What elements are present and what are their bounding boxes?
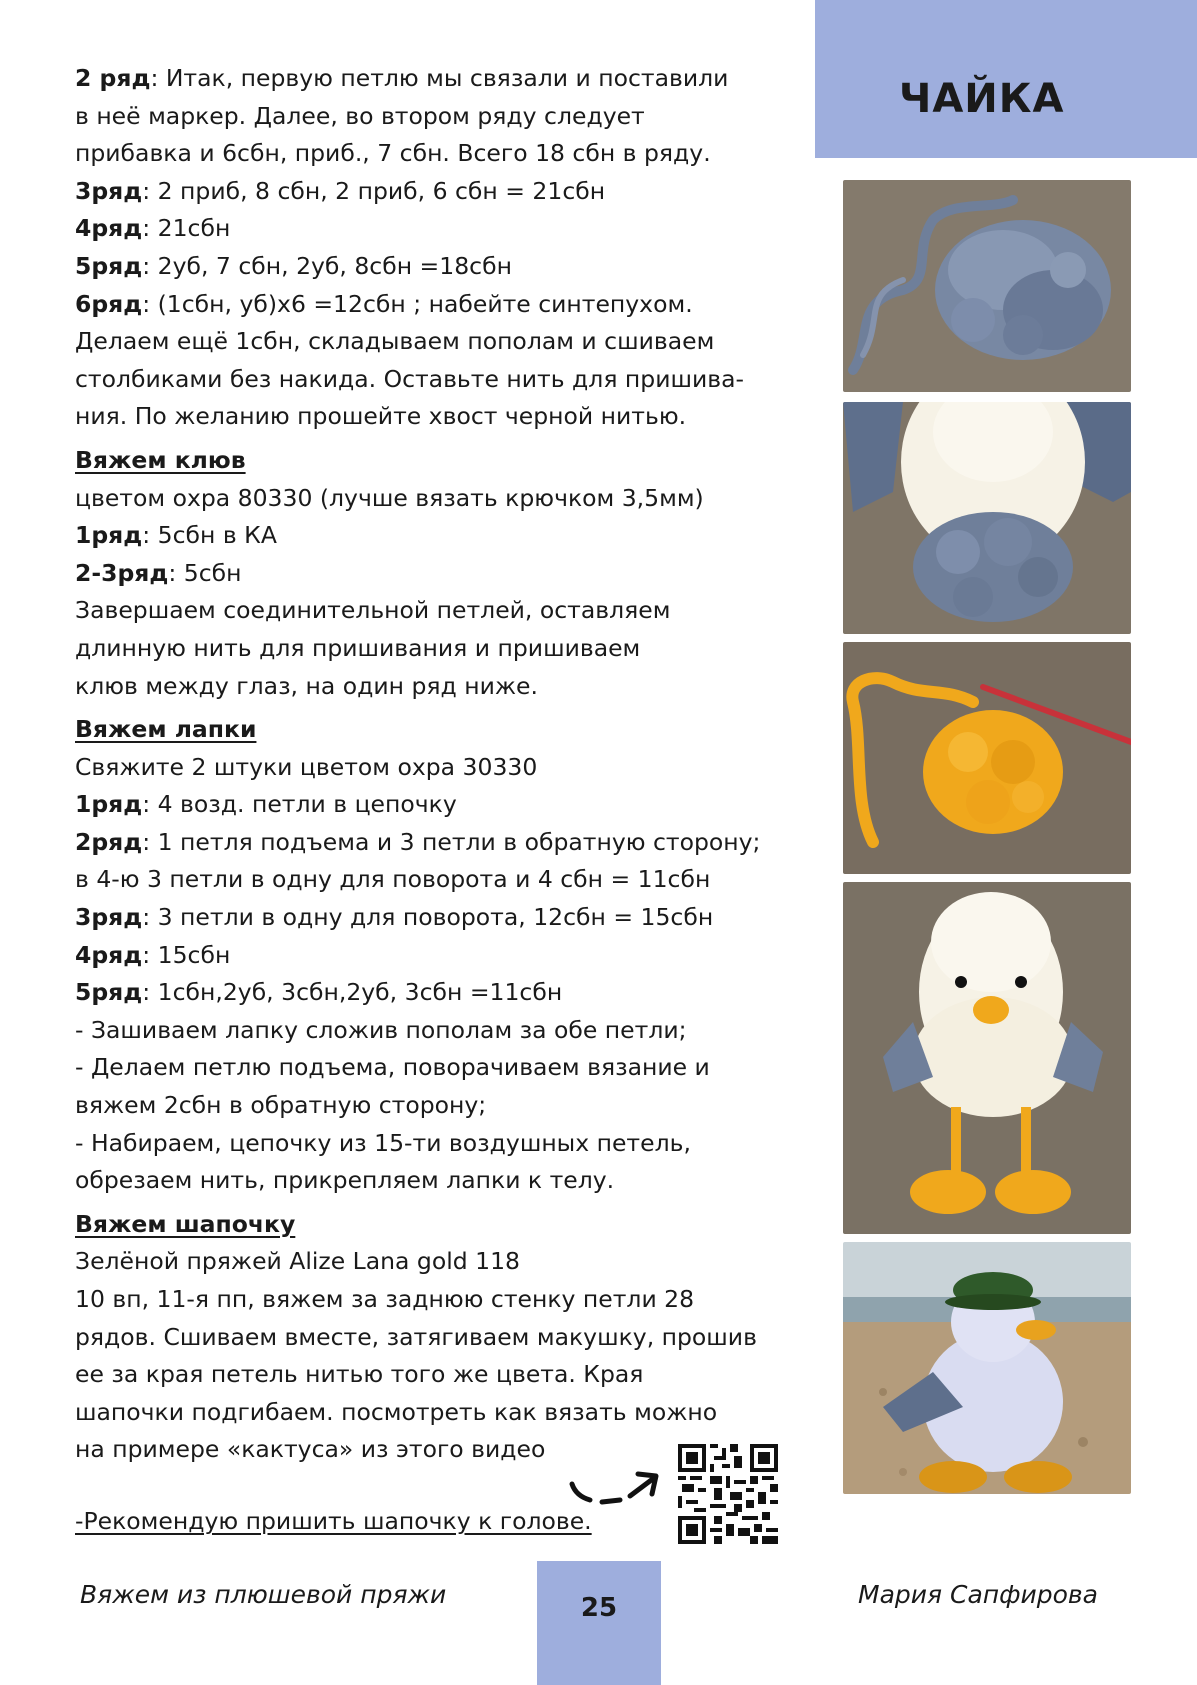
text-line xyxy=(75,480,815,518)
row-label: 3ряд xyxy=(75,176,143,205)
row-label: 5ряд xyxy=(75,251,143,280)
row-text: клюв между глаз, на один ряд ниже. xyxy=(75,671,538,700)
text-line xyxy=(75,1012,815,1050)
footer-book-title: Вяжем из плюшевой пряжи xyxy=(80,1580,447,1609)
text-line xyxy=(75,899,815,937)
row-text: 10 вп, 11-я пп, вяжем за заднюю стенку петли 28 xyxy=(75,1285,695,1313)
qr-code-icon[interactable] xyxy=(678,1444,778,1544)
photo-blue-tail-image xyxy=(843,180,1131,392)
row-text: длинную нить для пришивания и пришиваем xyxy=(75,633,641,662)
row-text: рядов. Сшиваем вместе, затягиваем макушку, прошив xyxy=(75,1322,757,1351)
text-line xyxy=(75,1356,815,1394)
text-line xyxy=(75,824,815,862)
text-line xyxy=(75,323,815,361)
row-text: - Делаем петлю подъема, поворачиваем вязание и xyxy=(75,1053,710,1082)
page-title: ЧАЙКА xyxy=(899,76,1065,122)
row-text: : 5сбн xyxy=(168,558,242,587)
text-line xyxy=(75,60,815,98)
text-line xyxy=(75,248,815,286)
text-line xyxy=(75,1049,815,1087)
row-text: Зелёной пряжей Alize Lana gold 118 xyxy=(75,1247,520,1276)
text-line xyxy=(75,1281,815,1319)
row-label: 4ряд xyxy=(75,940,143,969)
text-line xyxy=(75,861,815,899)
page-number: 25 xyxy=(580,1593,618,1623)
row-text: Свяжите 2 штуки цветом охра 30330 xyxy=(75,752,538,781)
row-label: 6ряд xyxy=(75,289,143,318)
recommendation-text: -Рекомендую пришить шапочку к голове. xyxy=(75,1506,592,1535)
text-line xyxy=(75,1394,815,1432)
row-text: шапочки подгибаем. посмотреть как вязать можно xyxy=(75,1397,718,1426)
row-text: цветом охра 80330 (лучше вязать крючком 3,5мм) xyxy=(75,483,704,512)
text-line xyxy=(75,286,815,324)
row-text: ее за края петель нитью того же цвета. Края xyxy=(75,1360,644,1389)
photo-seagull-image xyxy=(843,882,1131,1234)
photo-blue-tail-piece xyxy=(843,180,1131,392)
row-label: 5ряд xyxy=(75,978,143,1007)
text-line xyxy=(75,98,815,136)
row-text: : 2 приб, 8 сбн, 2 приб, 6 сбн = 21сбн xyxy=(142,176,606,205)
row-text: : 1сбн,2уб, 3сбн,2уб, 3сбн =11сбн xyxy=(142,978,563,1007)
photo-seagull-beach xyxy=(843,1242,1131,1494)
text-line xyxy=(75,974,815,1012)
row-text: Завершаем соединительной петлей, оставляем xyxy=(75,596,671,625)
row-text: в 4-ю 3 петли в одну для поворота и 4 сбн = 11сбн xyxy=(75,865,711,894)
row-label: 4ряд xyxy=(75,214,143,243)
row-label: 2 ряд xyxy=(75,64,151,92)
photo-white-body-image xyxy=(843,402,1131,634)
photo-white-body-blue-tail xyxy=(843,402,1131,634)
text-line xyxy=(75,1125,815,1163)
arrow-icon xyxy=(568,1466,664,1514)
text-line xyxy=(75,592,815,630)
row-label: 1ряд xyxy=(75,790,143,819)
text-line xyxy=(75,1162,815,1200)
row-text: Делаем ещё 1сбн, складываем пополам и сшиваем xyxy=(75,327,715,356)
text-line xyxy=(75,1243,815,1281)
text-line xyxy=(75,668,815,706)
row-text: : 4 возд. петли в цепочку xyxy=(142,790,457,819)
text-line xyxy=(75,173,815,211)
text-line xyxy=(75,1319,815,1357)
row-text: обрезаем нить, прикрепляем лапки к телу. xyxy=(75,1166,615,1195)
text-line xyxy=(75,937,815,975)
row-text: : (1сбн, уб)х6 =12сбн ; набейте синтепухом. xyxy=(142,289,693,318)
footer-author: Мария Сапфирова xyxy=(858,1580,1098,1609)
photo-seagull-beach-image xyxy=(843,1242,1131,1494)
text-line xyxy=(75,517,815,555)
text-line xyxy=(75,630,815,668)
row-text: - Набираем, цепочку из 15-ти воздушных петель, xyxy=(75,1128,691,1157)
section-heading: Вяжем лапки xyxy=(75,715,257,744)
text-line xyxy=(75,398,815,436)
row-label: 2-3ряд xyxy=(75,558,169,587)
text-line xyxy=(75,210,815,248)
row-label: 3ряд xyxy=(75,903,143,932)
section-heading: Вяжем шапочку xyxy=(75,1209,296,1238)
photo-ochre-foot-image xyxy=(843,642,1131,874)
text-line xyxy=(75,1087,815,1125)
row-text: : Итак, первую петлю мы связали и поставили xyxy=(150,64,729,92)
row-label: 1ряд xyxy=(75,521,143,550)
row-text: : 5сбн в КА xyxy=(142,521,277,550)
row-label: 2ряд xyxy=(75,827,143,856)
row-text: на примере «кактуса» из этого видео xyxy=(75,1435,546,1464)
row-text: - Зашиваем лапку сложив пополам за обе петли; xyxy=(75,1015,687,1044)
row-text: : 1 петля подъема и 3 петли в обратную сторону; xyxy=(142,827,761,856)
text-line xyxy=(75,361,815,399)
section-heading: Вяжем клюв xyxy=(75,445,246,474)
text-line xyxy=(75,135,815,173)
text-line xyxy=(75,555,815,593)
title-banner xyxy=(815,0,1197,158)
instruction-text xyxy=(75,60,815,1541)
photo-seagull-toy xyxy=(843,882,1131,1234)
row-text: : 21сбн xyxy=(142,214,231,243)
text-line xyxy=(75,749,815,787)
text-line xyxy=(75,786,815,824)
row-text: столбиками без накида. Оставьте нить для пришива- xyxy=(75,364,744,393)
row-text: : 15сбн xyxy=(142,940,231,969)
page-number-box xyxy=(537,1561,661,1685)
row-text: ния. По желанию прошейте хвост черной нитью. xyxy=(75,402,687,431)
photo-ochre-foot-crochet-hook xyxy=(843,642,1131,874)
row-text: в неё маркер. Далее, во втором ряду следует xyxy=(75,101,645,130)
row-text: вяжем 2сбн в обратную сторону; xyxy=(75,1091,487,1120)
sections xyxy=(75,442,815,1469)
row-text: прибавка и 6сбн, приб., 7 сбн. Всего 18 сбн в ряду. xyxy=(75,139,711,168)
row-text: : 2уб, 7 сбн, 2уб, 8сбн =18сбн xyxy=(142,251,512,280)
row-text: : 3 петли в одну для поворота, 12сбн = 15сбн xyxy=(142,903,714,932)
intro-rows xyxy=(75,60,815,436)
